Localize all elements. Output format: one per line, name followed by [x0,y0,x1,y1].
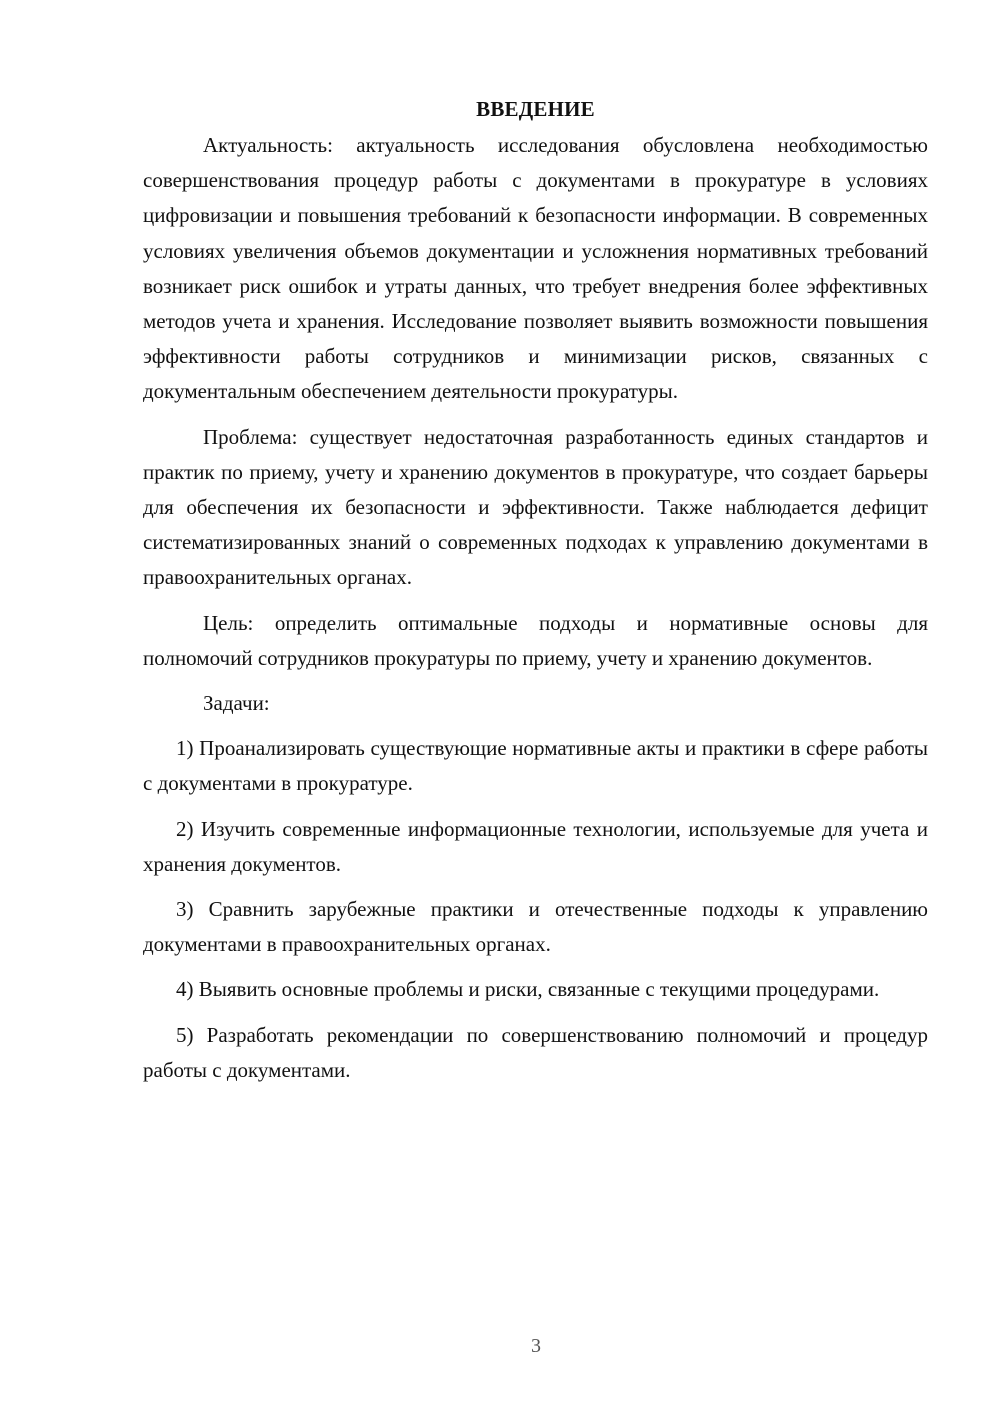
task-item-4: 4) Выявить основные проблемы и риски, связанные с текущими процедурами. [176,977,880,1002]
task-item-3: 3) Сравнить зарубежные практики и отечественные подходы к управлению документами в правоохранительных органах. [143,897,928,957]
task-item-5: 5) Разработать рекомендации по совершенствованию полномочий и процедур работы с документами. [143,1022,928,1082]
relevance-paragraph: Актуальность: актуальность исследования обусловлена необходимостью совершенствования процедур работы с документами в прокуратуре в условиях цифровизации и повышения требований к безопасности информации. В современных условиях увеличения объемов документации и усложнения нормативных требований возникает риск ошибок и утраты данных, что требует внедрения более эффективных методов учета и хранения. Исследование позволяет выявить возможности повышения эффективности работы сотрудников и минимизации рисков, связанных с документальным обеспечением деятельности прокуратуры. [143,133,928,404]
page-content [143,92,928,1098]
task-item-1: 1) Проанализировать существующие нормативные акты и практики в сфере работы с документами в прокуратуре. [143,736,928,796]
tasks-label: Задачи: [203,691,270,716]
page-number: 3 [531,1335,541,1357]
problem-paragraph: Проблема: существует недостаточная разработанность единых стандартов и практик по приему, учету и хранению документов в прокуратуре, что создает барьеры для обеспечения их безопасности и эффективности. Также наблюдается дефицит систематизированных знаний о современных подходах к управлению документами в правоохранительных органах. [143,424,928,590]
section-heading: ВВЕДЕНИЕ [476,97,595,121]
goal-paragraph: Цель: определить оптимальные подходы и нормативные основы для полномочий сотрудников прокуратуры по приему, учету и хранению документов. [143,610,928,670]
task-item-2: 2) Изучить современные информационные технологии, используемые для учета и хранения документов. [143,816,928,876]
